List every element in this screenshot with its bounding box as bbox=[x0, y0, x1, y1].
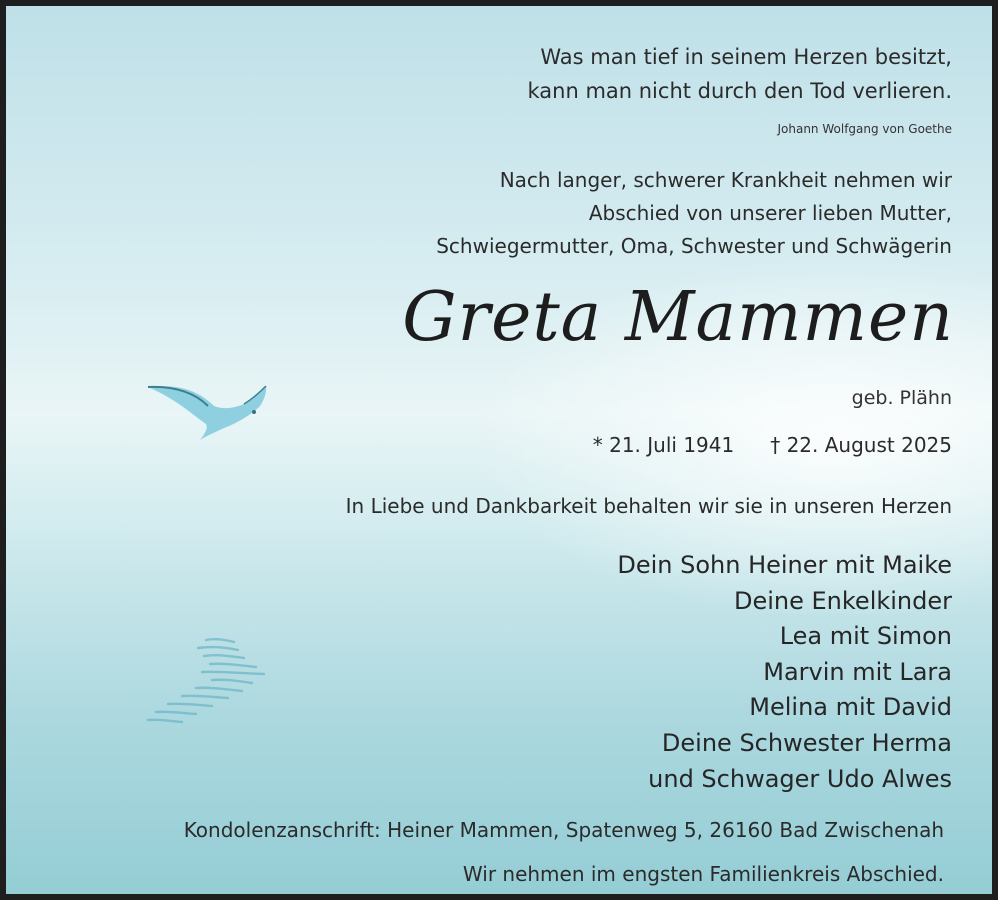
mourner-line: Lea mit Simon bbox=[779, 622, 952, 651]
mourner-line: Deine Schwester Herma bbox=[661, 728, 952, 757]
announcement-text bbox=[436, 164, 952, 263]
birth-name: geb. Plähn bbox=[851, 387, 952, 409]
quote-line: Was man tief in seinem Herzen besitzt, bbox=[540, 45, 952, 69]
mourner-line: Deine Enkelkinder bbox=[733, 586, 952, 615]
mourner-line: Dein Sohn Heiner mit Maike bbox=[617, 551, 952, 579]
quote-line: kann man nicht durch den Tod verlieren. bbox=[527, 79, 952, 103]
mourner-line: Melina mit David bbox=[749, 693, 952, 722]
deceased-name: Greta Mammen bbox=[402, 278, 954, 357]
seagull-image bbox=[144, 378, 274, 448]
seagull-reflection-image bbox=[146, 634, 276, 734]
mourners-list bbox=[617, 548, 952, 797]
birth-date: * 21. Juli 1941 bbox=[592, 433, 735, 457]
goethe-quote bbox=[527, 40, 952, 108]
announcement-line: Nach langer, schwerer Krankheit nehmen wir bbox=[499, 168, 952, 192]
condolence-address: Kondolenzanschrift: Heiner Mammen, Spatenweg 5, 26160 Bad Zwischenah bbox=[183, 818, 944, 842]
announcement-line: Schwiegermutter, Oma, Schwester und Schwägerin bbox=[436, 234, 952, 258]
quote-author: Johann Wolfgang von Goethe bbox=[777, 122, 952, 136]
closing-note: Wir nehmen im engsten Familienkreis Abschied. bbox=[462, 862, 944, 886]
motto-text: In Liebe und Dankbarkeit behalten wir sie in unseren Herzen bbox=[345, 494, 952, 518]
life-dates bbox=[593, 433, 952, 457]
announcement-line: Abschied von unserer lieben Mutter, bbox=[588, 201, 952, 225]
death-date: † 22. August 2025 bbox=[770, 433, 952, 457]
mourner-line: Marvin mit Lara bbox=[763, 657, 952, 686]
mourner-line: und Schwager Udo Alwes bbox=[648, 764, 952, 793]
